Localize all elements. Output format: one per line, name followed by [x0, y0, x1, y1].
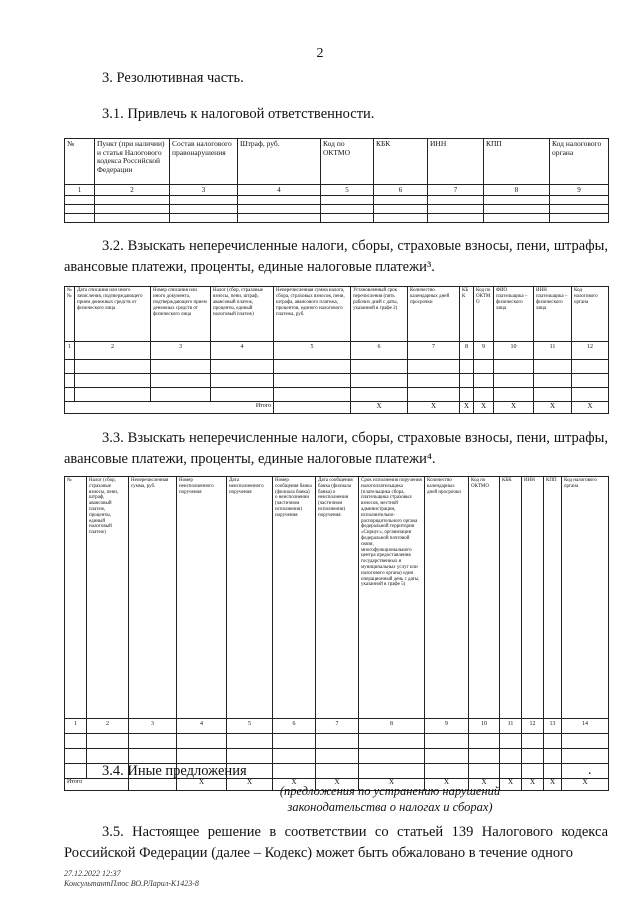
column-number: 3 [151, 342, 211, 360]
header-cell: Количество календарных дней просрочки [425, 477, 469, 719]
table-row [65, 749, 609, 764]
column-number: 5 [227, 719, 273, 734]
header-cell: Дата неисполненного поручения [227, 477, 273, 719]
header-cell: Номер неисполненного поручения [177, 477, 227, 719]
section-3-title: 3. Резолютивная часть. [102, 70, 244, 86]
column-number: 6 [351, 342, 408, 360]
column-number: 2 [95, 185, 170, 196]
column-number: 5 [274, 342, 351, 360]
header-cell: № [65, 477, 87, 719]
footer-date: 27.12.2022 12:37 [64, 869, 121, 878]
header-cell: Налог (сбор, страховые взносы, пени, штраф, авансовый платеж, проценты, единый налоговый платеж) [87, 477, 129, 719]
table-3-3 [64, 476, 609, 791]
total-label: Итого [65, 402, 274, 414]
x-mark: Х [500, 779, 522, 791]
header-cell: КПП [484, 139, 550, 185]
table-row [65, 214, 609, 223]
table-3-2 [64, 286, 609, 414]
table-row [65, 196, 609, 205]
column-number: 9 [425, 719, 469, 734]
section-3-3-text: 3.3. Взыскать неперечисленные налоги, сборы, страховые взносы, пени, штрафы, авансовые платежи, проценты, единые налоговые платежи⁴. [64, 430, 608, 467]
section-3-2-text: 3.2. Взыскать неперечисленные налоги, сборы, страховые взносы, пени, штрафы, авансовые платежи, проценты, единые налоговые платежи³. [64, 238, 608, 275]
column-number: 8 [359, 719, 425, 734]
header-cell: № [65, 139, 95, 185]
header-cell: Номер списания или иного документа, подтверждающего прием денежных средств от физического лица [151, 287, 211, 342]
column-number: 7 [408, 342, 460, 360]
column-number: 2 [87, 719, 129, 734]
x-mark: Х [408, 402, 460, 414]
column-number: 3 [129, 719, 177, 734]
x-mark: Х [351, 402, 408, 414]
header-cell: Код налогового органа [550, 139, 609, 185]
header-cell: ИНН плательщика – физического лица [534, 287, 572, 342]
column-number: 12 [572, 342, 609, 360]
column-number: 8 [484, 185, 550, 196]
table-row [65, 374, 609, 388]
header-cell: № № [65, 287, 75, 342]
column-number: 6 [374, 185, 428, 196]
column-number: 7 [428, 185, 484, 196]
table-row [65, 734, 609, 749]
section-3-4-label: 3.4. Иные предложения [102, 763, 247, 779]
header-cell: Неперечисленная сумма налога, сбора, страховых взносов, пени, штрафа, авансового платежа, процентов, единого налогового платежа, руб. [274, 287, 351, 342]
header-cell: Неперечисленная сумма, руб. [129, 477, 177, 719]
column-number: 6 [273, 719, 316, 734]
x-mark: Х [474, 402, 494, 414]
header-cell: Количество календарных дней просрочки [408, 287, 460, 342]
x-mark: Х [534, 402, 572, 414]
x-mark: Х [522, 779, 544, 791]
section-3-5-text: 3.5. Настоящее решение в соответствии со статьей 139 Налогового кодекса Российской Федерации (далее – Кодекс) может быть обжаловано в течение одного [64, 824, 608, 861]
x-mark: Х [469, 779, 500, 791]
column-number: 8 [460, 342, 474, 360]
column-number: 13 [544, 719, 562, 734]
header-cell: Налог (сбор, страховые взносы, пени, штраф, авансовый платеж, проценты, единый налоговый платеж) [211, 287, 274, 342]
column-number: 5 [321, 185, 374, 196]
x-mark: Х [359, 779, 425, 791]
header-cell: ФИО плательщика – физического лица [494, 287, 534, 342]
table-row [65, 205, 609, 214]
total-label: Итого [65, 779, 129, 791]
table-row [65, 388, 609, 402]
x-mark: Х [227, 779, 273, 791]
period: . [588, 763, 592, 778]
header-cell: КПП [544, 477, 562, 719]
header-cell: Код по ОКТМО [474, 287, 494, 342]
header-cell: Состав налогового правонарушения [170, 139, 238, 185]
column-number: 1 [65, 342, 75, 360]
column-number: 2 [75, 342, 151, 360]
header-cell: Срок исполнения поручения налогоплательщика (плательщика сбора, плательщика страховых взносов, местной администрации, исполнительно-распорядительного органа федеральной территории «Сириус», организации федеральной почтовой связи, многофункционального центра предоставления государственных и муниципальных услуг или налогового органа) один операционный день с даты, указанной в графе 5) [359, 477, 425, 719]
header-cell: Пункт (при наличии) и статья Налогового кодекса Российской Федерации [95, 139, 170, 185]
column-number: 9 [474, 342, 494, 360]
column-number: 14 [562, 719, 609, 734]
header-cell: Дата списания или иного зачисления, подтверждающего прием денежных средств от физического лица [75, 287, 151, 342]
header-cell: Штраф, руб. [238, 139, 321, 185]
header-cell: КБК [500, 477, 522, 719]
header-cell: Код по ОКТМО [321, 139, 374, 185]
other-proposals-line [258, 778, 588, 779]
column-number: 4 [177, 719, 227, 734]
column-number: 4 [238, 185, 321, 196]
x-mark: Х [562, 779, 609, 791]
column-number: 10 [494, 342, 534, 360]
column-number: 10 [469, 719, 500, 734]
section-3-4-hint: (предложения по устранению нарушений законодательства о налогах и сборах) [279, 784, 501, 814]
header-cell: КБК [374, 139, 428, 185]
x-mark: Х [572, 402, 609, 414]
column-number: 1 [65, 185, 95, 196]
header-cell: Номер сообщения банка (филиала банка) о неисполнении (частичном исполнении) поручения [273, 477, 316, 719]
column-number: 3 [170, 185, 238, 196]
header-cell: Установленный срок перечисления (пять рабочих дней с даты, указанной в графе 2) [351, 287, 408, 342]
table-row [65, 360, 609, 374]
header-cell: Код налогового органа [572, 287, 609, 342]
header-cell: Код по ОКТМО [469, 477, 500, 719]
x-mark: Х [425, 779, 469, 791]
column-number: 11 [500, 719, 522, 734]
x-mark: Х [460, 402, 474, 414]
column-number: 7 [316, 719, 359, 734]
page-number: 2 [316, 46, 324, 61]
x-mark: Х [273, 779, 316, 791]
table-3-1 [64, 138, 609, 223]
x-mark: Х [316, 779, 359, 791]
header-cell: КБК [460, 287, 474, 342]
header-cell: ИНН [522, 477, 544, 719]
column-number: 11 [534, 342, 572, 360]
column-number: 1 [65, 719, 87, 734]
column-number: 12 [522, 719, 544, 734]
x-mark: Х [544, 779, 562, 791]
column-number: 9 [550, 185, 609, 196]
header-cell: Код налогового органа [562, 477, 609, 719]
header-cell: ИНН [428, 139, 484, 185]
total-row [65, 402, 609, 414]
footer-code: КонсультантПлюс ВО.РЛарил-К1423-8 [64, 879, 199, 888]
x-mark: Х [494, 402, 534, 414]
section-3-1-title: 3.1. Привлечь к налоговой ответственности. [102, 106, 375, 122]
x-mark: Х [177, 779, 227, 791]
header-cell: Дата сообщения банка (филиала банка) о неисполнении (частичном исполнении) поручения [316, 477, 359, 719]
column-number: 4 [211, 342, 274, 360]
